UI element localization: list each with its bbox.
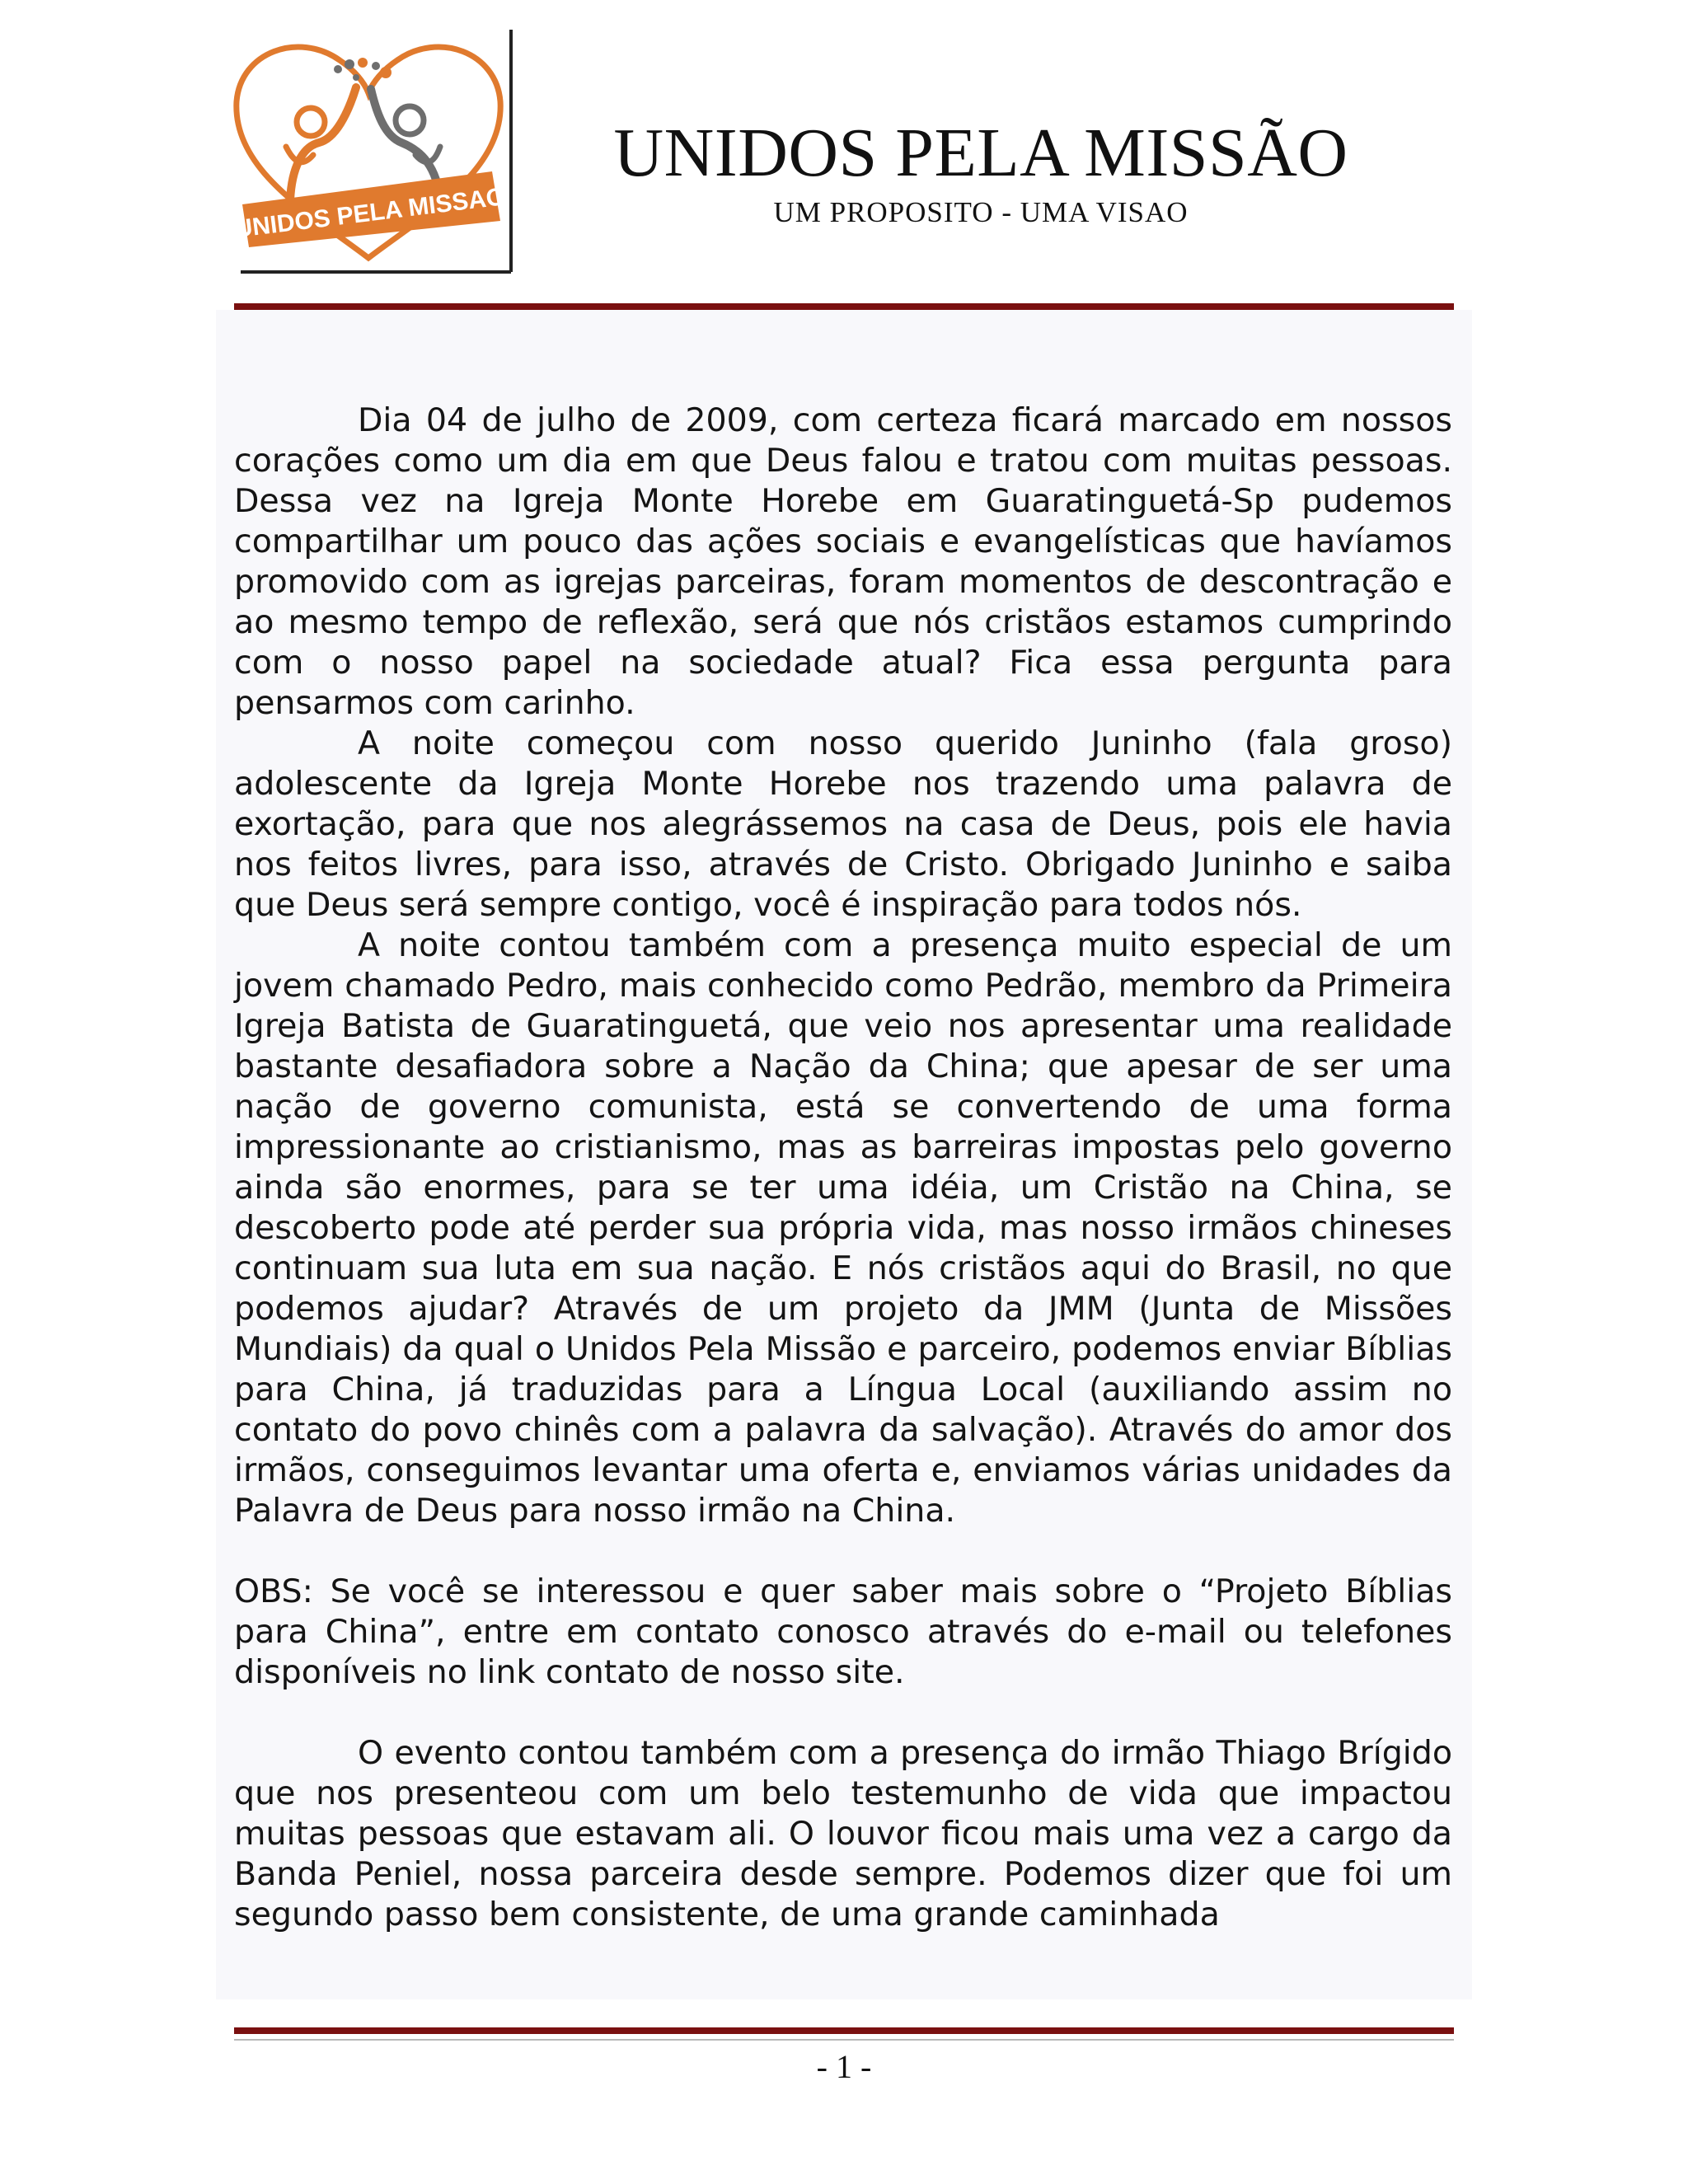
paragraph: A noite contou também com a presença muito especial de um jovem chamado Pedro, mais conhecido como Pedrão, membro da Primeira Igreja Batista de Guaratinguetá, que veio nos apresentar uma realidade bastante desafiadora sobre a Nação da China; que apesar de ser uma nação de governo comunista, está se convertendo de uma forma impressionante ao cristianismo, mas as barreiras impostas pelo governo ainda são enormes, para se ter uma idéia, um Cristão na China, se descoberto pode até perder sua própria vida, mas nosso irmãos chineses continuam sua luta em sua nação. E nós cristãos aqui do Brasil, no que podemos ajudar? Através de um projeto da JMM (Junta de Missões Mundiais) da qual o Unidos Pela Missão e parceiro, podemos enviar Bíblias para China, já traduzidas para a Língua Local (auxiliando assim no contato do povo chinês com a palavra da salvação). Através do amor dos irmãos, conseguimos levantar uma oferta e, enviamos várias unidades da Palavra de Deus para nosso irmão na China.: [234, 926, 1452, 1530]
logo: [224, 23, 513, 274]
paragraph: O evento contou também com a presença do irmão Thiago Brígido que nos presenteou com um belo testemunho de vida que impactou muitas pessoas que estavam ali. O louvor ficou mais uma vez a cargo da Banda Peniel, nossa parceira desde sempre. Podemos dizer que foi um segundo passo bem consistente, de uma grande caminhada: [234, 1734, 1452, 1933]
logo-text: UNIDOS PELA MISSAO: [232, 183, 507, 244]
header-divider: [234, 303, 1454, 310]
page-number: - 1 -: [816, 2048, 872, 2085]
article-body: [234, 401, 1452, 1935]
page-subtitle: UM PROPOSITO - UMA VISAO: [773, 196, 1189, 228]
paragraph-obs: OBS: Se você se interessou e quer saber mais sobre o “Projeto Bíblias para China”, entre em contato conosco através do e-mail ou telefones disponíveis no link contato de nosso site.: [234, 1572, 1452, 1691]
footer-divider-thin: [234, 2039, 1454, 2041]
paragraph: Dia 04 de julho de 2009, com certeza ficará marcado em nossos corações como um dia em que Deus falou e tratou com muitas pessoas. Dessa vez na Igreja Monte Horebe em Guaratinguetá-Sp pudemos compartilhar um pouco das ações sociais e evangelísticas que havíamos promovido com as igrejas parceiras, foram momentos de descontração e ao mesmo tempo de reflexão, será que nós cristãos estamos cumprindo com o nosso papel na sociedade atual? Fica essa pergunta para pensarmos com carinho.: [234, 401, 1452, 722]
spacer: [234, 1693, 1452, 1733]
paragraph: A noite começou com nosso querido Juninho (fala groso) adolescente da Igreja Monte Horebe nos trazendo uma palavra de exortação, para que nos alegrássemos na casa de Deus, pois ele havia nos feitos livres, para isso, através de Cristo. Obrigado Juninho e saiba que Deus será sempre contigo, você é inspiração para todos nós.: [234, 724, 1452, 924]
spacer: [234, 1531, 1452, 1572]
page-title: UNIDOS PELA MISSÃO: [613, 115, 1348, 191]
footer-divider: [234, 2027, 1454, 2034]
logo-heart-icon: [224, 23, 513, 274]
header: [569, 112, 1393, 231]
